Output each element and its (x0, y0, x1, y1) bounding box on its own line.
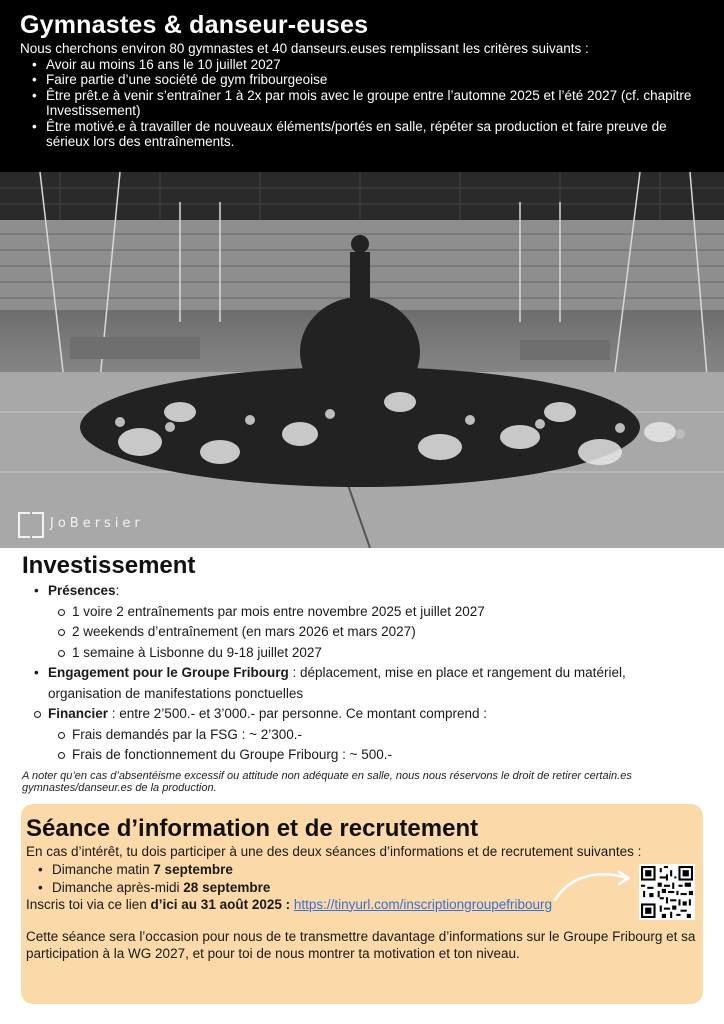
curved-arrow-icon (551, 864, 637, 904)
criteria-item: • Faire partie d’une société de gym fribourgeoise (32, 72, 704, 88)
criteria-item: • Être motivé.e à travailler de nouveaux éléments/portés en salle, répéter sa production et faire preuve de sérieux lors des entraînements. (32, 119, 704, 150)
gymnasts-title: Gymnastes & danseur-euses (20, 11, 369, 39)
photo-illustration (0, 172, 724, 548)
financier-subitem: Frais de fonctionnement du Groupe Fribourg : ~ 500.- (58, 745, 702, 766)
presences-suffix: : (115, 583, 120, 598)
register-link[interactable]: https://tinyurl.com/inscriptiongroupefribourg (293, 896, 552, 912)
presences-item (34, 581, 702, 663)
info-session-box (21, 804, 703, 1004)
session-closing: Cette séance sera l’occasion pour nous de te transmettre davantage d’informations sur le Groupe Fribourg et sa participation à la WG 2027, et pour toi de nous montrer ta motivation et ton niveau. (26, 929, 696, 961)
investment-list (22, 581, 702, 766)
financier-subitem: Frais demandés par la FSG : ~ 2’300.- (58, 725, 702, 746)
gymnasts-section (0, 0, 724, 172)
financier-sublist (48, 725, 702, 766)
engagement-label: Engagement pour le Groupe Fribourg (48, 665, 289, 680)
session-title: Séance d’information et de recrutement (26, 815, 479, 842)
session-date-prefix: Dimanche matin (52, 861, 154, 877)
criteria-item: • Être prêt.e à venir s’entraîner 1 à 2x par mois avec le groupe entre l’automne 2025 et l’été 2027 (cf. chapitre Investissement) (32, 88, 704, 119)
investment-section (0, 551, 724, 795)
session-intro: En cas d’intérêt, tu dois participer à une des deux séances d’informations et de recrutement suivantes : (26, 844, 642, 859)
engagement-text: : déplacement, mise en place et rangement du matériel, organisation de manifestations ponctuelles (48, 665, 626, 701)
session-date: 28 septembre (183, 879, 271, 895)
gymnasts-intro: Nous cherchons environ 80 gymnastes et 40 danseurs.euses remplissant les critères suivants : (20, 41, 589, 56)
financier-label: Financier (48, 706, 109, 721)
qr-code-icon[interactable] (639, 864, 695, 920)
financier-text: : entre 2’500.- et 3’000.- par personne. Ce montant comprend : (108, 706, 488, 721)
criteria-list (20, 57, 704, 150)
presences-label: Présences (48, 583, 116, 598)
session-date: 7 septembre (153, 861, 233, 877)
financier-item (34, 704, 702, 766)
watermark-logo-icon (18, 512, 44, 534)
presences-sublist (48, 602, 702, 664)
photographer-watermark (18, 512, 144, 534)
watermark-text: JoBersier (50, 515, 144, 531)
presences-subitem: 1 semaine à Lisbonne du 9-18 juillet 2027 (58, 643, 702, 664)
register-prefix: Inscris toi via ce lien (26, 896, 151, 912)
presences-subitem: 2 weekends d’entraînement (en mars 2026 et mars 2027) (58, 622, 702, 643)
presences-subitem: 1 voire 2 entraînements par mois entre novembre 2025 et juillet 2027 (58, 602, 702, 623)
engagement-item (34, 663, 702, 704)
group-photo (0, 172, 724, 548)
absenteeism-note: A noter qu’en cas d’absentéisme excessif ou attitude non adéquate en salle, nous nous réservons le droit de retirer certain.es gymnastes/danseur.es de la production. (22, 769, 632, 794)
investment-title: Investissement (22, 552, 196, 579)
register-deadline: d’ici au 31 août 2025 : (150, 896, 291, 912)
session-date-prefix: Dimanche après-midi (52, 879, 184, 895)
criteria-item: • Avoir au moins 16 ans le 10 juillet 2027 (32, 57, 704, 73)
